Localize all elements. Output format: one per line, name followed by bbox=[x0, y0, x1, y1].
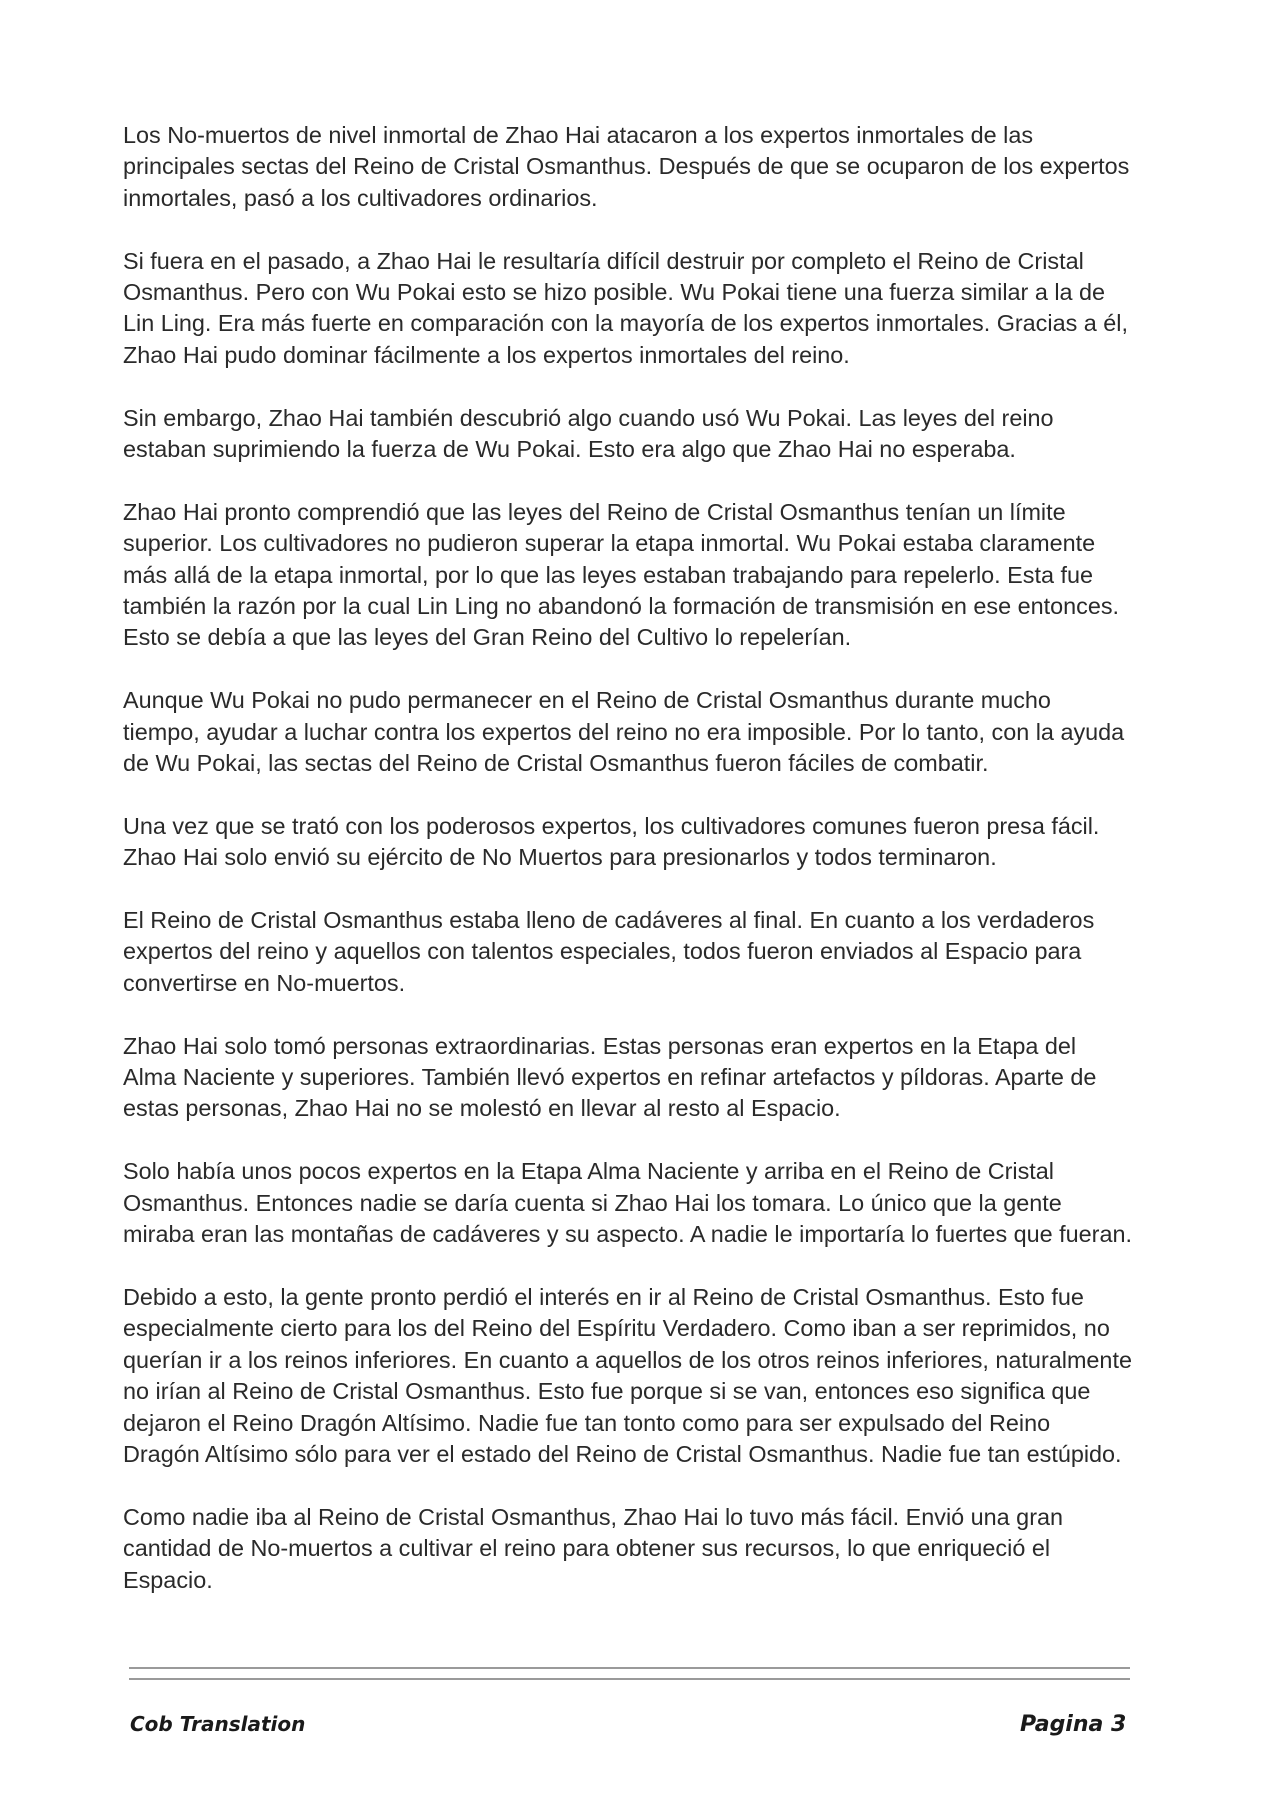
paragraph: El Reino de Cristal Osmanthus estaba lleno de cadáveres al final. En cuanto a los verdaderos expertos del reino y aquellos con talentos especiales, todos fueron enviados al Espacio para convertirse en No-muertos. bbox=[123, 907, 1095, 996]
paragraph: Solo había unos pocos expertos en la Etapa Alma Naciente y arriba en el Reino de Cristal Osmanthus. Entonces nadie se daría cuenta si Zhao Hai los tomara. Lo único que la gente miraba eran las montañas de cadáveres y su aspecto. A nadie le importaría lo fuertes que fueran. bbox=[123, 1158, 1132, 1248]
footer-divider-top bbox=[129, 1667, 1130, 1669]
paragraph: Los No-muertos de nivel inmortal de Zhao Hai atacaron a los expertos inmortales de las principales sectas del Reino de Cristal Osmanthus. Después de que se ocuparon de los expertos inmortales, pasó a los cultivadores ordinarios. bbox=[123, 122, 1130, 211]
paragraph: Zhao Hai solo tomó personas extraordinarias. Estas personas eran expertos en la Etapa del Alma Naciente y superiores. También llevó expertos en refinar artefactos y píldoras. Aparte de estas personas, Zhao Hai no se molestó en llevar al resto al Espacio. bbox=[123, 1032, 1097, 1122]
footer-translator-credit: Cob Translation bbox=[130, 1712, 306, 1736]
footer-divider-bottom bbox=[129, 1678, 1130, 1680]
paragraph: Sin embargo, Zhao Hai también descubrió algo cuando usó Wu Pokai. Las leyes del reino estaban suprimiendo la fuerza de Wu Pokai. Esto era algo que Zhao Hai no esperaba. bbox=[123, 404, 1054, 463]
paragraph: Aunque Wu Pokai no pudo permanecer en el Reino de Cristal Osmanthus durante mucho tiempo, ayudar a luchar contra los expertos del reino no era imposible. Por lo tanto, con la ayuda de Wu Pokai, las sectas del Reino de Cristal Osmanthus fueron fáciles de combatir. bbox=[123, 687, 1125, 777]
paragraph: Debido a esto, la gente pronto perdió el interés en ir al Reino de Cristal Osmanthus. Esto fue especialmente cierto para los del Reino del Espíritu Verdadero. Como iban a ser reprimidos, no querían ir a los reinos inferiores. En cuanto a aquellos de los otros reinos inferiores, naturalmente no irían al Reino de Cristal Osmanthus. Esto fue porque si se van, entonces eso significa que dejaron el Reino Dragón Altísimo. Nadie fue tan tonto como para ser expulsado del Reino Dragón Altísimo sólo para ver el estado del Reino de Cristal Osmanthus. Nadie fue tan estúpido. bbox=[123, 1283, 1132, 1467]
document-body bbox=[123, 120, 1133, 1627]
footer-page-number: Pagina 3 bbox=[1020, 1712, 1127, 1737]
paragraph: Si fuera en el pasado, a Zhao Hai le resultaría difícil destruir por completo el Reino de Cristal Osmanthus. Pero con Wu Pokai esto se hizo posible. Wu Pokai tiene una fuerza similar a la de Lin Ling. Era más fuerte en comparación con la mayoría de los expertos inmortales. Gracias a él, Zhao Hai pudo dominar fácilmente a los expertos inmortales del reino. bbox=[123, 247, 1128, 368]
paragraph: Como nadie iba al Reino de Cristal Osmanthus, Zhao Hai lo tuvo más fácil. Envió una gran cantidad de No-muertos a cultivar el reino para obtener sus recursos, lo que enriqueció el Espacio. bbox=[123, 1503, 1063, 1593]
paragraph: Una vez que se trató con los poderosos expertos, los cultivadores comunes fueron presa fácil. Zhao Hai solo envió su ejército de No Muertos para presionarlos y todos terminaron. bbox=[123, 812, 1100, 871]
paragraph: Zhao Hai pronto comprendió que las leyes del Reino de Cristal Osmanthus tenían un límite superior. Los cultivadores no pudieron superar la etapa inmortal. Wu Pokai estaba claramente más allá de la etapa inmortal, por lo que las leyes estaban trabajando para repelerlo. Esta fue también la razón por la cual Lin Ling no abandonó la formación de transmisión en ese entonces. Esto se debía a que las leyes del Gran Reino del Cultivo lo repelerían. bbox=[123, 498, 1120, 651]
